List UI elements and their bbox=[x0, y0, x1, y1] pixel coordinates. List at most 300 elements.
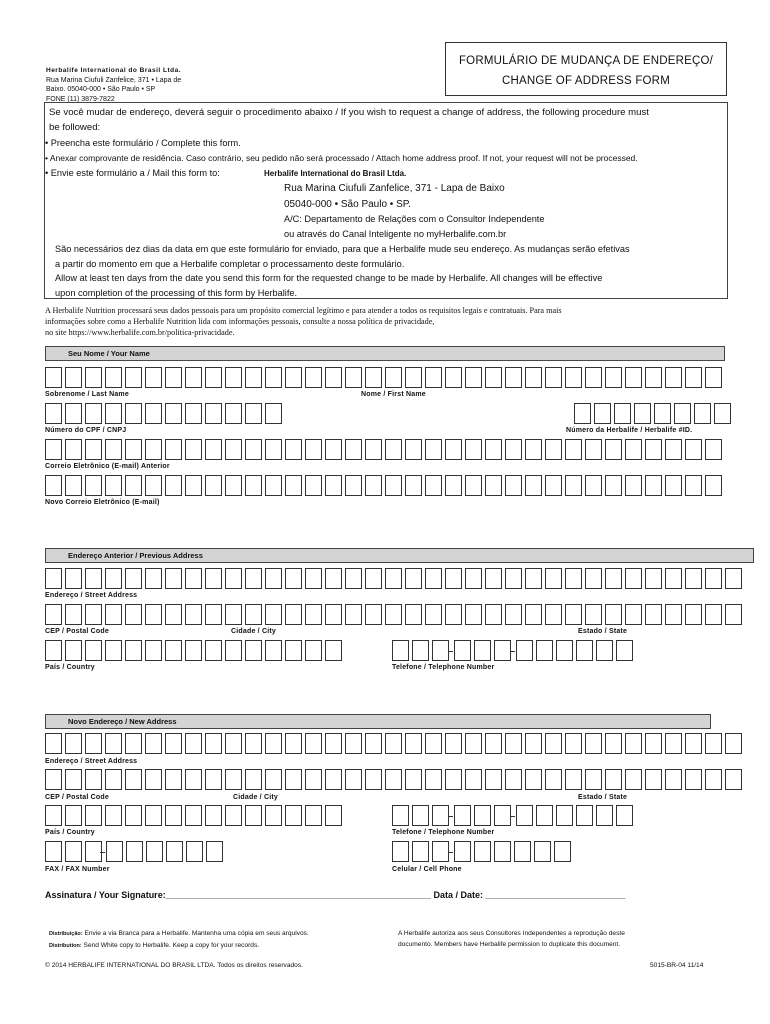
prev-street-boxes-box[interactable] bbox=[405, 568, 422, 589]
email-new-boxes-box[interactable] bbox=[345, 475, 362, 496]
email-new-boxes-box[interactable] bbox=[525, 475, 542, 496]
email-new-boxes-box[interactable] bbox=[605, 475, 622, 496]
fax-number-boxes[interactable] bbox=[106, 841, 226, 862]
prev-cep-city-boxes-box[interactable] bbox=[385, 604, 402, 625]
new-cep-city-boxes-box[interactable] bbox=[145, 769, 162, 790]
prev-cep-city-boxes-box[interactable] bbox=[465, 604, 482, 625]
prev-country-boxes-box[interactable] bbox=[65, 640, 82, 661]
email-new-boxes-box[interactable] bbox=[585, 475, 602, 496]
prev-street-boxes-box[interactable] bbox=[65, 568, 82, 589]
herbalife-id-boxes-box[interactable] bbox=[674, 403, 691, 424]
new-cep-city-boxes-box[interactable] bbox=[585, 769, 602, 790]
email-previous-boxes-box[interactable] bbox=[645, 439, 662, 460]
prev-cep-city-boxes-box[interactable] bbox=[445, 604, 462, 625]
new-street-boxes-box[interactable] bbox=[585, 733, 602, 754]
prev-street-boxes-box[interactable] bbox=[465, 568, 482, 589]
new-cep-city-boxes-box[interactable] bbox=[365, 769, 382, 790]
new-phone-area-boxes-box[interactable] bbox=[392, 805, 409, 826]
email-previous-boxes-box[interactable] bbox=[605, 439, 622, 460]
email-previous-boxes-box[interactable] bbox=[185, 439, 202, 460]
prev-country-boxes-box[interactable] bbox=[125, 640, 142, 661]
email-previous-boxes-box[interactable] bbox=[245, 439, 262, 460]
new-cep-city-boxes-box[interactable] bbox=[45, 769, 62, 790]
email-previous-boxes-box[interactable] bbox=[45, 439, 62, 460]
prev-country-boxes-box[interactable] bbox=[205, 640, 222, 661]
herbalife-id-boxes[interactable] bbox=[574, 403, 734, 424]
prev-cep-city-boxes-box[interactable] bbox=[245, 604, 262, 625]
new-street-boxes-box[interactable] bbox=[565, 733, 582, 754]
email-new-boxes-box[interactable] bbox=[405, 475, 422, 496]
prev-phone-area-boxes[interactable] bbox=[392, 640, 452, 661]
name-boxes-row-1-box[interactable] bbox=[385, 367, 402, 388]
new-cep-city-boxes-box[interactable] bbox=[345, 769, 362, 790]
name-boxes-row-2-box[interactable] bbox=[125, 403, 142, 424]
new-street-boxes-box[interactable] bbox=[245, 733, 262, 754]
new-country-boxes-box[interactable] bbox=[185, 805, 202, 826]
email-previous-boxes-box[interactable] bbox=[225, 439, 242, 460]
new-cep-city-boxes-box[interactable] bbox=[565, 769, 582, 790]
prev-country-boxes-box[interactable] bbox=[245, 640, 262, 661]
new-cep-city-boxes-box[interactable] bbox=[165, 769, 182, 790]
new-cep-city-boxes-box[interactable] bbox=[225, 769, 242, 790]
email-previous-boxes-box[interactable] bbox=[385, 439, 402, 460]
prev-country-boxes-box[interactable] bbox=[285, 640, 302, 661]
name-boxes-row-2-box[interactable] bbox=[205, 403, 222, 424]
new-cep-city-boxes-box[interactable] bbox=[85, 769, 102, 790]
cell-number-boxes[interactable] bbox=[454, 841, 574, 862]
cell-number-boxes-box[interactable] bbox=[474, 841, 491, 862]
prev-street-boxes-box[interactable] bbox=[305, 568, 322, 589]
name-boxes-row-2-box[interactable] bbox=[245, 403, 262, 424]
name-boxes-row-1-box[interactable] bbox=[605, 367, 622, 388]
prev-street-boxes-box[interactable] bbox=[105, 568, 122, 589]
new-street-boxes-box[interactable] bbox=[665, 733, 682, 754]
prev-cep-city-boxes-box[interactable] bbox=[405, 604, 422, 625]
name-boxes-row-1-box[interactable] bbox=[685, 367, 702, 388]
cell-area-boxes-box[interactable] bbox=[392, 841, 409, 862]
prev-cep-city-boxes-box[interactable] bbox=[705, 604, 722, 625]
email-previous-boxes-box[interactable] bbox=[405, 439, 422, 460]
name-boxes-row-1-box[interactable] bbox=[425, 367, 442, 388]
name-boxes-row-1-box[interactable] bbox=[165, 367, 182, 388]
email-new-boxes-box[interactable] bbox=[285, 475, 302, 496]
prev-cep-city-boxes-box[interactable] bbox=[105, 604, 122, 625]
email-new-boxes-box[interactable] bbox=[65, 475, 82, 496]
new-country-boxes-box[interactable] bbox=[285, 805, 302, 826]
email-previous-boxes-box[interactable] bbox=[85, 439, 102, 460]
new-country-boxes-box[interactable] bbox=[245, 805, 262, 826]
new-street-boxes-box[interactable] bbox=[305, 733, 322, 754]
prev-street-boxes-box[interactable] bbox=[645, 568, 662, 589]
new-cep-city-boxes-box[interactable] bbox=[285, 769, 302, 790]
email-previous-boxes-box[interactable] bbox=[705, 439, 722, 460]
email-previous-boxes-box[interactable] bbox=[625, 439, 642, 460]
email-new-boxes-box[interactable] bbox=[685, 475, 702, 496]
new-street-boxes-box[interactable] bbox=[205, 733, 222, 754]
new-cep-city-boxes-box[interactable] bbox=[705, 769, 722, 790]
email-previous-boxes-box[interactable] bbox=[205, 439, 222, 460]
new-street-boxes-box[interactable] bbox=[705, 733, 722, 754]
name-boxes-row-1-box[interactable] bbox=[645, 367, 662, 388]
new-cep-city-boxes-box[interactable] bbox=[205, 769, 222, 790]
prev-phone-number-boxes-box[interactable] bbox=[516, 640, 533, 661]
prev-street-boxes[interactable] bbox=[45, 568, 745, 589]
prev-country-boxes-box[interactable] bbox=[305, 640, 322, 661]
name-boxes-row-1-box[interactable] bbox=[505, 367, 522, 388]
name-boxes-row-1-box[interactable] bbox=[705, 367, 722, 388]
fax-number-boxes-box[interactable] bbox=[106, 841, 123, 862]
prev-cep-city-boxes-box[interactable] bbox=[185, 604, 202, 625]
new-cep-city-boxes-box[interactable] bbox=[405, 769, 422, 790]
cell-number-boxes-box[interactable] bbox=[534, 841, 551, 862]
new-street-boxes-box[interactable] bbox=[605, 733, 622, 754]
email-previous-boxes-box[interactable] bbox=[65, 439, 82, 460]
fax-number-boxes-box[interactable] bbox=[186, 841, 203, 862]
new-street-boxes-box[interactable] bbox=[85, 733, 102, 754]
prev-phone-number-boxes[interactable] bbox=[516, 640, 636, 661]
prev-cep-city-boxes-box[interactable] bbox=[565, 604, 582, 625]
name-boxes-row-1-box[interactable] bbox=[445, 367, 462, 388]
cell-number-boxes-box[interactable] bbox=[494, 841, 511, 862]
prev-street-boxes-box[interactable] bbox=[505, 568, 522, 589]
new-street-boxes-box[interactable] bbox=[465, 733, 482, 754]
prev-cep-city-boxes-box[interactable] bbox=[605, 604, 622, 625]
herbalife-id-boxes-box[interactable] bbox=[574, 403, 591, 424]
herbalife-id-boxes-box[interactable] bbox=[714, 403, 731, 424]
new-cep-city-boxes-box[interactable] bbox=[245, 769, 262, 790]
new-cep-city-boxes[interactable] bbox=[45, 769, 745, 790]
email-new-boxes-box[interactable] bbox=[505, 475, 522, 496]
prev-street-boxes-box[interactable] bbox=[625, 568, 642, 589]
prev-street-boxes-box[interactable] bbox=[725, 568, 742, 589]
prev-cep-city-boxes-box[interactable] bbox=[165, 604, 182, 625]
new-street-boxes-box[interactable] bbox=[325, 733, 342, 754]
prev-cep-city-boxes-box[interactable] bbox=[325, 604, 342, 625]
prev-street-boxes-box[interactable] bbox=[225, 568, 242, 589]
new-phone-prefix-boxes-box[interactable] bbox=[474, 805, 491, 826]
new-phone-prefix-boxes-box[interactable] bbox=[494, 805, 511, 826]
email-previous-boxes-box[interactable] bbox=[165, 439, 182, 460]
name-boxes-row-1-box[interactable] bbox=[525, 367, 542, 388]
fax-number-boxes-box[interactable] bbox=[166, 841, 183, 862]
email-previous-boxes-box[interactable] bbox=[565, 439, 582, 460]
prev-country-boxes-box[interactable] bbox=[225, 640, 242, 661]
new-street-boxes[interactable] bbox=[45, 733, 745, 754]
prev-cep-city-boxes-box[interactable] bbox=[285, 604, 302, 625]
name-boxes-row-2-box[interactable] bbox=[65, 403, 82, 424]
email-new-boxes-box[interactable] bbox=[245, 475, 262, 496]
email-new-boxes-box[interactable] bbox=[165, 475, 182, 496]
new-street-boxes-box[interactable] bbox=[165, 733, 182, 754]
email-new-boxes-box[interactable] bbox=[545, 475, 562, 496]
prev-country-boxes-box[interactable] bbox=[85, 640, 102, 661]
prev-cep-city-boxes-box[interactable] bbox=[585, 604, 602, 625]
prev-street-boxes-box[interactable] bbox=[325, 568, 342, 589]
fax-area-boxes-box[interactable] bbox=[45, 841, 62, 862]
email-previous-boxes-box[interactable] bbox=[585, 439, 602, 460]
fax-number-boxes-box[interactable] bbox=[146, 841, 163, 862]
email-previous-boxes-box[interactable] bbox=[105, 439, 122, 460]
prev-cep-city-boxes-box[interactable] bbox=[345, 604, 362, 625]
email-previous-boxes-box[interactable] bbox=[685, 439, 702, 460]
new-country-boxes-box[interactable] bbox=[225, 805, 242, 826]
prev-street-boxes-box[interactable] bbox=[485, 568, 502, 589]
prev-street-boxes-box[interactable] bbox=[245, 568, 262, 589]
new-cep-city-boxes-box[interactable] bbox=[525, 769, 542, 790]
name-boxes-row-1-box[interactable] bbox=[665, 367, 682, 388]
name-boxes-row-1[interactable] bbox=[45, 367, 725, 388]
new-country-boxes-box[interactable] bbox=[265, 805, 282, 826]
prev-cep-city-boxes-box[interactable] bbox=[225, 604, 242, 625]
new-cep-city-boxes-box[interactable] bbox=[625, 769, 642, 790]
new-street-boxes-box[interactable] bbox=[685, 733, 702, 754]
name-boxes-row-2-box[interactable] bbox=[45, 403, 62, 424]
name-boxes-row-1-box[interactable] bbox=[45, 367, 62, 388]
prev-cep-city-boxes-box[interactable] bbox=[65, 604, 82, 625]
new-cep-city-boxes-box[interactable] bbox=[425, 769, 442, 790]
new-cep-city-boxes-box[interactable] bbox=[645, 769, 662, 790]
prev-street-boxes-box[interactable] bbox=[545, 568, 562, 589]
email-new-boxes-box[interactable] bbox=[305, 475, 322, 496]
new-cep-city-boxes-box[interactable] bbox=[385, 769, 402, 790]
email-new-boxes-box[interactable] bbox=[445, 475, 462, 496]
prev-cep-city-boxes-box[interactable] bbox=[305, 604, 322, 625]
email-new-boxes-box[interactable] bbox=[625, 475, 642, 496]
name-boxes-row-1-box[interactable] bbox=[365, 367, 382, 388]
name-boxes-row-1-box[interactable] bbox=[265, 367, 282, 388]
prev-cep-city-boxes-box[interactable] bbox=[145, 604, 162, 625]
email-previous-boxes-box[interactable] bbox=[525, 439, 542, 460]
email-previous-boxes-box[interactable] bbox=[665, 439, 682, 460]
prev-country-boxes-box[interactable] bbox=[145, 640, 162, 661]
name-boxes-row-1-box[interactable] bbox=[545, 367, 562, 388]
email-new-boxes-box[interactable] bbox=[645, 475, 662, 496]
prev-phone-area-boxes-box[interactable] bbox=[432, 640, 449, 661]
email-new-boxes-box[interactable] bbox=[265, 475, 282, 496]
prev-phone-prefix-boxes-box[interactable] bbox=[454, 640, 471, 661]
new-cep-city-boxes-box[interactable] bbox=[685, 769, 702, 790]
prev-country-boxes-box[interactable] bbox=[185, 640, 202, 661]
new-country-boxes-box[interactable] bbox=[325, 805, 342, 826]
new-country-boxes-box[interactable] bbox=[65, 805, 82, 826]
cell-number-boxes-box[interactable] bbox=[514, 841, 531, 862]
new-street-boxes-box[interactable] bbox=[725, 733, 742, 754]
new-country-boxes-box[interactable] bbox=[85, 805, 102, 826]
email-new-boxes-box[interactable] bbox=[225, 475, 242, 496]
name-boxes-row-1-box[interactable] bbox=[245, 367, 262, 388]
prev-street-boxes-box[interactable] bbox=[45, 568, 62, 589]
email-new-boxes-box[interactable] bbox=[565, 475, 582, 496]
new-phone-number-boxes-box[interactable] bbox=[516, 805, 533, 826]
prev-street-boxes-box[interactable] bbox=[565, 568, 582, 589]
herbalife-id-boxes-box[interactable] bbox=[634, 403, 651, 424]
email-new-boxes-box[interactable] bbox=[705, 475, 722, 496]
email-previous-boxes-box[interactable] bbox=[285, 439, 302, 460]
email-new-boxes-box[interactable] bbox=[185, 475, 202, 496]
email-new-boxes-box[interactable] bbox=[425, 475, 442, 496]
prev-country-boxes-box[interactable] bbox=[105, 640, 122, 661]
name-boxes-row-2[interactable] bbox=[45, 403, 285, 424]
prev-phone-number-boxes-box[interactable] bbox=[576, 640, 593, 661]
name-boxes-row-1-box[interactable] bbox=[105, 367, 122, 388]
email-new-boxes-box[interactable] bbox=[45, 475, 62, 496]
prev-phone-prefix-boxes-box[interactable] bbox=[494, 640, 511, 661]
new-cep-city-boxes-box[interactable] bbox=[545, 769, 562, 790]
new-street-boxes-box[interactable] bbox=[265, 733, 282, 754]
new-country-boxes-box[interactable] bbox=[45, 805, 62, 826]
new-cep-city-boxes-box[interactable] bbox=[305, 769, 322, 790]
prev-phone-number-boxes-box[interactable] bbox=[596, 640, 613, 661]
cell-area-boxes-box[interactable] bbox=[412, 841, 429, 862]
fax-area-boxes-box[interactable] bbox=[65, 841, 82, 862]
prev-cep-city-boxes-box[interactable] bbox=[125, 604, 142, 625]
new-street-boxes-box[interactable] bbox=[225, 733, 242, 754]
name-boxes-row-1-box[interactable] bbox=[185, 367, 202, 388]
email-new-boxes-box[interactable] bbox=[365, 475, 382, 496]
herbalife-id-boxes-box[interactable] bbox=[694, 403, 711, 424]
new-street-boxes-box[interactable] bbox=[625, 733, 642, 754]
new-cep-city-boxes-box[interactable] bbox=[185, 769, 202, 790]
email-new-boxes-box[interactable] bbox=[205, 475, 222, 496]
new-cep-city-boxes-box[interactable] bbox=[125, 769, 142, 790]
new-phone-area-boxes-box[interactable] bbox=[432, 805, 449, 826]
email-new-boxes-box[interactable] bbox=[385, 475, 402, 496]
email-new-boxes-box[interactable] bbox=[465, 475, 482, 496]
new-cep-city-boxes-box[interactable] bbox=[505, 769, 522, 790]
herbalife-id-boxes-box[interactable] bbox=[654, 403, 671, 424]
new-country-boxes-box[interactable] bbox=[125, 805, 142, 826]
prev-street-boxes-box[interactable] bbox=[445, 568, 462, 589]
new-phone-number-boxes-box[interactable] bbox=[616, 805, 633, 826]
name-boxes-row-1-box[interactable] bbox=[585, 367, 602, 388]
name-boxes-row-1-box[interactable] bbox=[285, 367, 302, 388]
new-cep-city-boxes-box[interactable] bbox=[665, 769, 682, 790]
new-street-boxes-box[interactable] bbox=[105, 733, 122, 754]
prev-street-boxes-box[interactable] bbox=[125, 568, 142, 589]
new-street-boxes-box[interactable] bbox=[45, 733, 62, 754]
new-street-boxes-box[interactable] bbox=[345, 733, 362, 754]
prev-country-boxes-box[interactable] bbox=[165, 640, 182, 661]
name-boxes-row-2-box[interactable] bbox=[265, 403, 282, 424]
name-boxes-row-1-box[interactable] bbox=[225, 367, 242, 388]
fax-number-boxes-box[interactable] bbox=[206, 841, 223, 862]
prev-street-boxes-box[interactable] bbox=[385, 568, 402, 589]
new-street-boxes-box[interactable] bbox=[545, 733, 562, 754]
email-previous-boxes-box[interactable] bbox=[345, 439, 362, 460]
prev-cep-city-boxes-box[interactable] bbox=[725, 604, 742, 625]
prev-cep-city-boxes-box[interactable] bbox=[665, 604, 682, 625]
email-new-boxes-box[interactable] bbox=[485, 475, 502, 496]
prev-street-boxes-box[interactable] bbox=[365, 568, 382, 589]
new-country-boxes-box[interactable] bbox=[205, 805, 222, 826]
prev-street-boxes-box[interactable] bbox=[265, 568, 282, 589]
new-street-boxes-box[interactable] bbox=[525, 733, 542, 754]
prev-phone-area-boxes-box[interactable] bbox=[392, 640, 409, 661]
prev-phone-area-boxes-box[interactable] bbox=[412, 640, 429, 661]
prev-country-boxes-box[interactable] bbox=[265, 640, 282, 661]
name-boxes-row-2-box[interactable] bbox=[85, 403, 102, 424]
new-country-boxes-box[interactable] bbox=[105, 805, 122, 826]
email-new-boxes-box[interactable] bbox=[145, 475, 162, 496]
cell-number-boxes-box[interactable] bbox=[554, 841, 571, 862]
name-boxes-row-2-box[interactable] bbox=[145, 403, 162, 424]
new-cep-city-boxes-box[interactable] bbox=[485, 769, 502, 790]
name-boxes-row-1-box[interactable] bbox=[145, 367, 162, 388]
new-street-boxes-box[interactable] bbox=[385, 733, 402, 754]
email-previous-boxes-box[interactable] bbox=[325, 439, 342, 460]
new-street-boxes-box[interactable] bbox=[485, 733, 502, 754]
new-cep-city-boxes-box[interactable] bbox=[725, 769, 742, 790]
new-phone-area-boxes-box[interactable] bbox=[412, 805, 429, 826]
prev-country-boxes[interactable] bbox=[45, 640, 345, 661]
new-country-boxes-box[interactable] bbox=[145, 805, 162, 826]
new-cep-city-boxes-box[interactable] bbox=[105, 769, 122, 790]
new-phone-number-boxes[interactable] bbox=[516, 805, 636, 826]
new-country-boxes-box[interactable] bbox=[305, 805, 322, 826]
cell-area-boxes-box[interactable] bbox=[432, 841, 449, 862]
new-street-boxes-box[interactable] bbox=[445, 733, 462, 754]
cell-number-boxes-box[interactable] bbox=[454, 841, 471, 862]
cell-area-boxes[interactable] bbox=[392, 841, 452, 862]
new-phone-number-boxes-box[interactable] bbox=[536, 805, 553, 826]
prev-cep-city-boxes-box[interactable] bbox=[685, 604, 702, 625]
prev-country-boxes-box[interactable] bbox=[45, 640, 62, 661]
new-street-boxes-box[interactable] bbox=[285, 733, 302, 754]
name-boxes-row-1-box[interactable] bbox=[325, 367, 342, 388]
new-street-boxes-box[interactable] bbox=[405, 733, 422, 754]
prev-cep-city-boxes-box[interactable] bbox=[205, 604, 222, 625]
name-boxes-row-1-box[interactable] bbox=[125, 367, 142, 388]
new-cep-city-boxes-box[interactable] bbox=[465, 769, 482, 790]
prev-cep-city-boxes-box[interactable] bbox=[625, 604, 642, 625]
prev-street-boxes-box[interactable] bbox=[425, 568, 442, 589]
prev-street-boxes-box[interactable] bbox=[145, 568, 162, 589]
name-boxes-row-1-box[interactable] bbox=[205, 367, 222, 388]
fax-number-boxes-box[interactable] bbox=[126, 841, 143, 862]
prev-cep-city-boxes-box[interactable] bbox=[425, 604, 442, 625]
prev-street-boxes-box[interactable] bbox=[165, 568, 182, 589]
name-boxes-row-1-box[interactable] bbox=[625, 367, 642, 388]
new-phone-number-boxes-box[interactable] bbox=[556, 805, 573, 826]
email-previous-boxes-box[interactable] bbox=[425, 439, 442, 460]
email-new-boxes-box[interactable] bbox=[665, 475, 682, 496]
name-boxes-row-2-box[interactable] bbox=[185, 403, 202, 424]
new-street-boxes-box[interactable] bbox=[125, 733, 142, 754]
prev-phone-number-boxes-box[interactable] bbox=[556, 640, 573, 661]
email-previous-boxes-box[interactable] bbox=[145, 439, 162, 460]
prev-street-boxes-box[interactable] bbox=[525, 568, 542, 589]
herbalife-id-boxes-box[interactable] bbox=[594, 403, 611, 424]
prev-phone-prefix-boxes[interactable] bbox=[454, 640, 514, 661]
new-phone-prefix-boxes-box[interactable] bbox=[454, 805, 471, 826]
email-previous-boxes[interactable] bbox=[45, 439, 725, 460]
prev-cep-city-boxes-box[interactable] bbox=[85, 604, 102, 625]
new-phone-prefix-boxes[interactable] bbox=[454, 805, 514, 826]
name-boxes-row-2-box[interactable] bbox=[225, 403, 242, 424]
prev-street-boxes-box[interactable] bbox=[705, 568, 722, 589]
prev-street-boxes-box[interactable] bbox=[585, 568, 602, 589]
signature-date-line[interactable]: Assinatura / Your Signature:_____________________________________________________ Data / Date: ____________________________ bbox=[45, 890, 626, 900]
name-boxes-row-1-box[interactable] bbox=[85, 367, 102, 388]
email-previous-boxes-box[interactable] bbox=[445, 439, 462, 460]
new-street-boxes-box[interactable] bbox=[65, 733, 82, 754]
new-cep-city-boxes-box[interactable] bbox=[65, 769, 82, 790]
prev-cep-city-boxes-box[interactable] bbox=[265, 604, 282, 625]
new-street-boxes-box[interactable] bbox=[505, 733, 522, 754]
prev-street-boxes-box[interactable] bbox=[285, 568, 302, 589]
name-boxes-row-1-box[interactable] bbox=[305, 367, 322, 388]
prev-phone-number-boxes-box[interactable] bbox=[616, 640, 633, 661]
